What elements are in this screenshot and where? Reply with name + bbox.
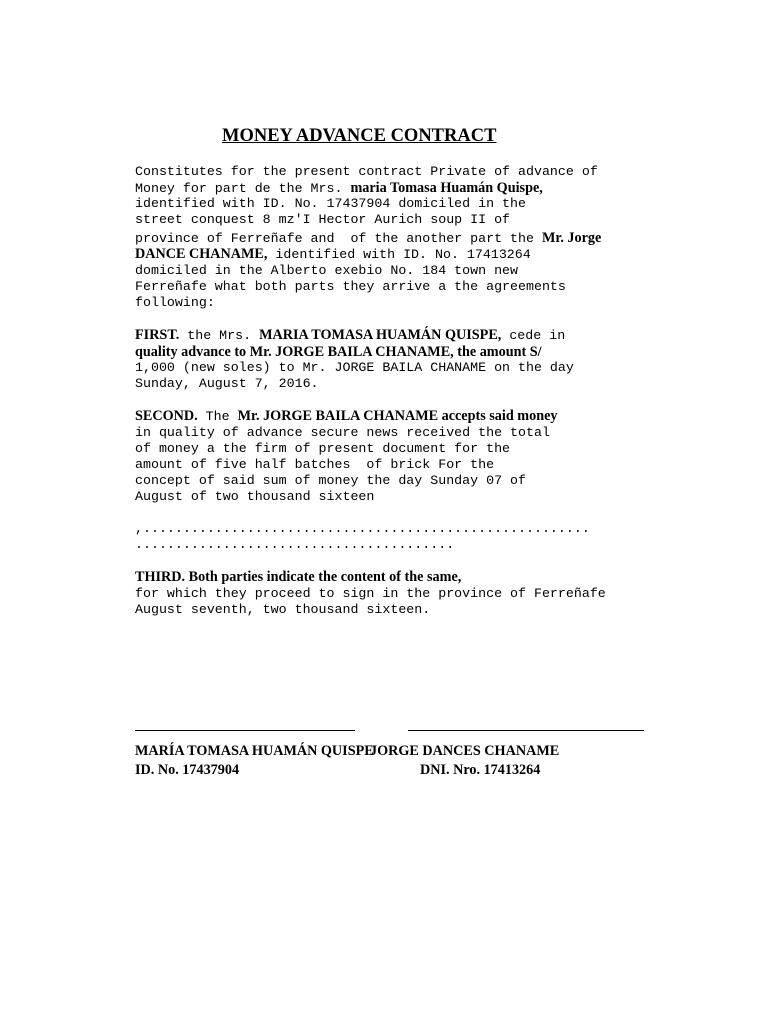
first-line-4: Sunday, August 7, 2016. xyxy=(135,376,319,391)
intro-party-a-name: maria Tomasa Huamán Quispe, xyxy=(350,180,543,196)
intro-line-8: Ferreñafe what both parts they arrive a the agreements xyxy=(135,279,566,294)
intro-line-5 xyxy=(135,230,601,246)
second-line-6: August of two thousand sixteen xyxy=(135,489,375,504)
dotted-line-2: ........................................ xyxy=(135,537,455,552)
dotted-line-1: ,........................................................ xyxy=(135,521,590,536)
first-label: FIRST. xyxy=(135,327,180,343)
second-line-2: in quality of advance secure news received the total xyxy=(135,425,550,440)
intro-line-5-text: province of Ferreñafe and of the another part the xyxy=(135,231,542,246)
intro-line-6 xyxy=(135,246,531,262)
intro-line-6-text: identified with ID. No. 17413264 xyxy=(267,247,531,262)
intro-line-4: street conquest 8 mz'I Hector Aurich soup II of xyxy=(135,212,511,227)
second-line-5: concept of said sum of money the day Sunday 07 of xyxy=(135,473,526,488)
signer-name-right: JORGE DANCES CHANAME xyxy=(370,743,560,759)
third-line-3: August seventh, two thousand sixteen. xyxy=(135,602,431,617)
intro-party-b-name-1: Mr. Jorge xyxy=(541,230,602,246)
first-line-2: quality advance to Mr. JORGE BAILA CHANAME, the amount S/ xyxy=(135,344,542,360)
intro-line-2 xyxy=(135,180,543,196)
second-line-1-text: The xyxy=(197,409,238,424)
intro-line-9: following: xyxy=(135,295,215,310)
intro-party-b-name-2: DANCE CHANAME, xyxy=(135,246,268,262)
second-line-4: amount of five half batches of brick For the xyxy=(135,457,495,472)
first-party-name: MARIA TOMASA HUAMÁN QUISPE, xyxy=(259,327,502,343)
first-line-3: 1,000 (new soles) to Mr. JORGE BAILA CHANAME on the day xyxy=(135,360,574,375)
second-line-1 xyxy=(135,408,557,424)
intro-line-3: identified with ID. No. 17437904 domiciled in the xyxy=(135,196,526,211)
intro-line-2-text: Money for part de the Mrs. xyxy=(135,181,351,196)
signature-line-left xyxy=(135,730,355,731)
third-line-1: THIRD. Both parties indicate the content of the same, xyxy=(135,569,462,585)
second-line-3: of money a the firm of present document for the xyxy=(135,441,511,456)
first-line-1-end: cede in xyxy=(501,328,566,343)
signature-line-right xyxy=(408,730,644,731)
second-label: SECOND. xyxy=(135,408,198,424)
first-line-1-text: the Mrs. xyxy=(179,328,260,343)
third-line-2: for which they proceed to sign in the province of Ferreñafe xyxy=(135,586,606,601)
second-party-text: Mr. JORGE BAILA CHANAME accepts said money xyxy=(237,408,558,424)
intro-line-1: Constitutes for the present contract Private of advance of xyxy=(135,164,598,179)
intro-line-7: domiciled in the Alberto exebio No. 184 town new xyxy=(135,263,519,278)
first-line-1 xyxy=(135,327,565,343)
document-title: MONEY ADVANCE CONTRACT xyxy=(222,126,497,146)
signer-id-right: DNI. Nro. 17413264 xyxy=(420,762,541,778)
signer-name-left: MARÍA TOMASA HUAMÁN QUISPE xyxy=(135,743,374,759)
signer-id-left: ID. No. 17437904 xyxy=(135,762,240,778)
